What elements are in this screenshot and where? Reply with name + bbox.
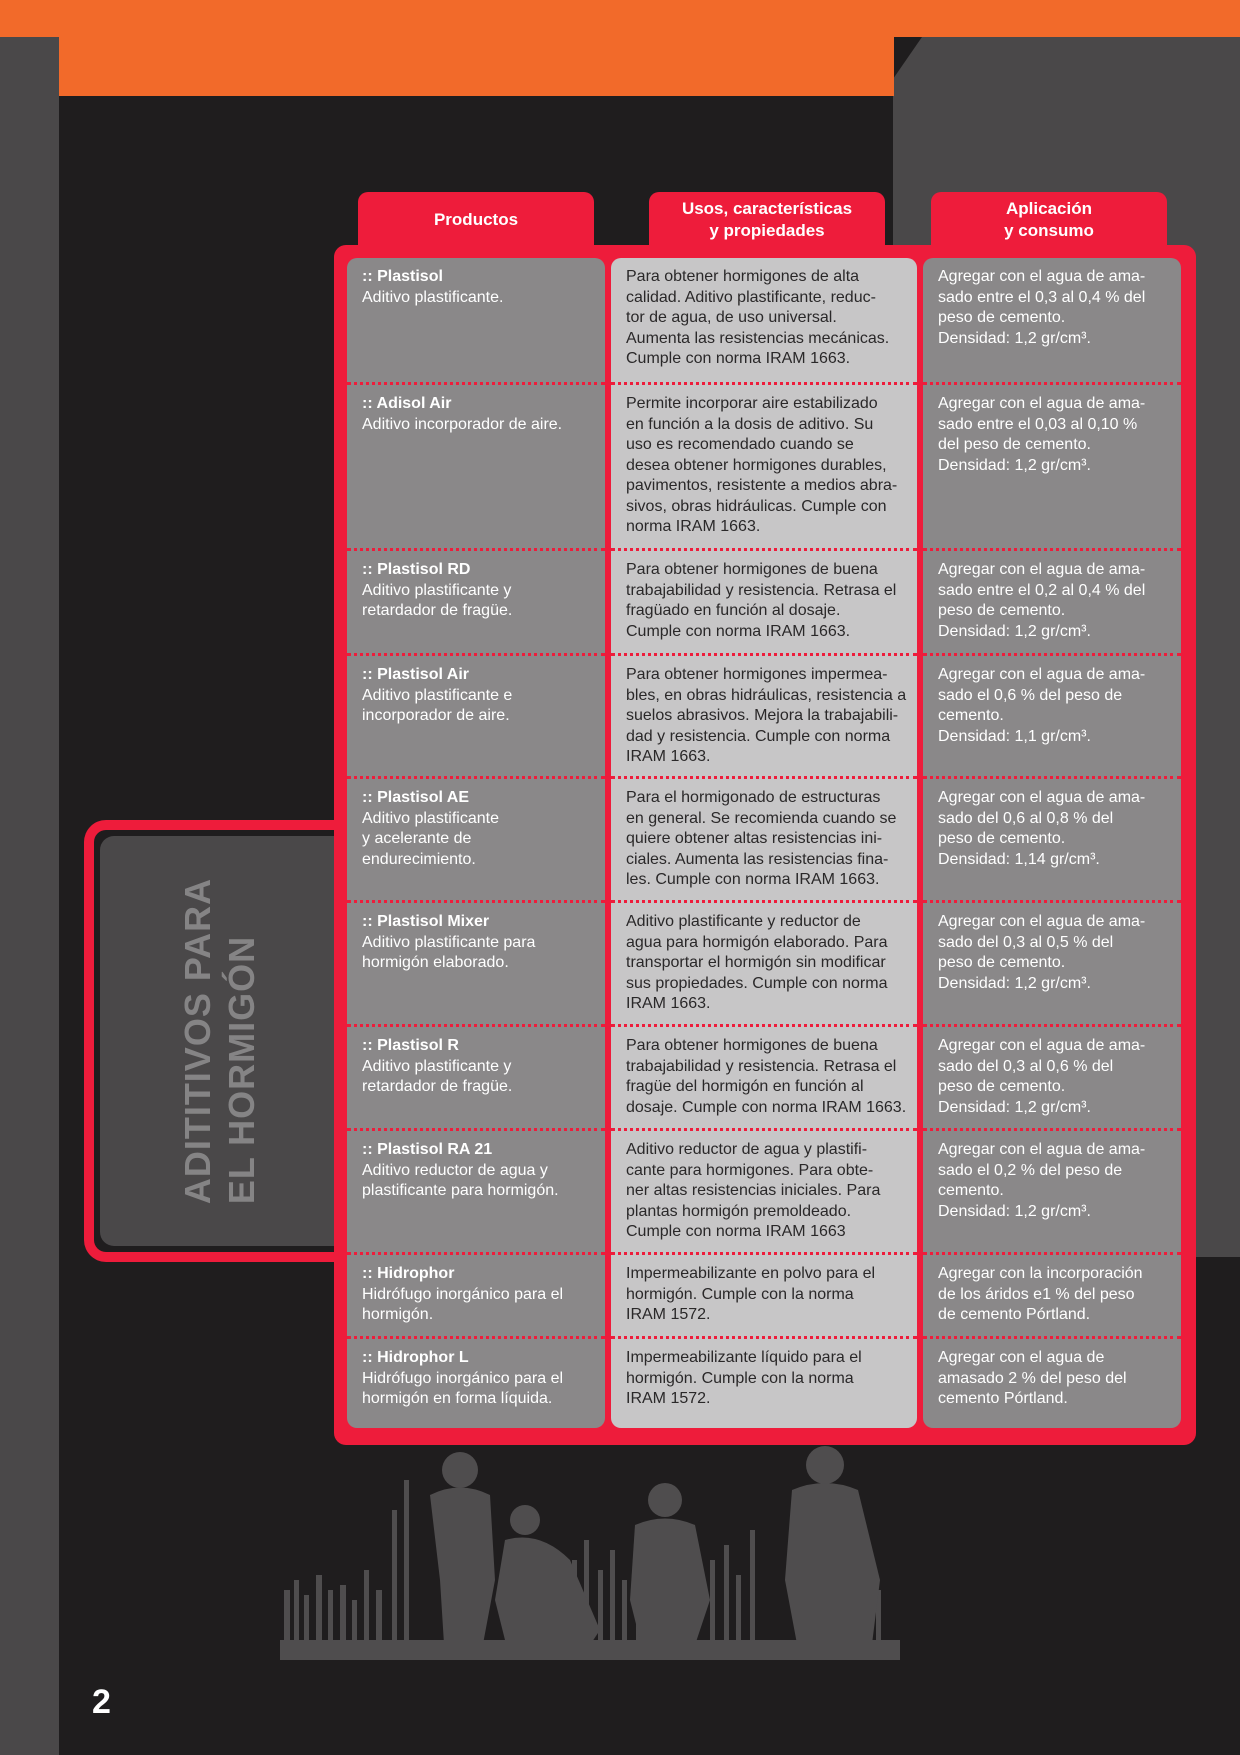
table-row — [611, 1128, 917, 1252]
uses-cell — [611, 903, 917, 1015]
application-line: cemento. — [938, 707, 1004, 724]
product-cell — [347, 779, 605, 870]
table-row — [611, 776, 917, 900]
uses-line: Impermeabilizante en polvo para el — [626, 1265, 876, 1282]
uses-line: Impermeabilizante líquido para el — [626, 1349, 862, 1366]
application-cell — [923, 385, 1181, 476]
product-desc-line: Aditivo plastificante y — [362, 1057, 512, 1075]
table-row — [347, 1024, 605, 1128]
application-cell — [923, 1131, 1181, 1222]
product-name: :: Plastisol Air — [362, 666, 469, 683]
uses-line: suelos abrasivos. Mejora la trabajabili- — [626, 707, 899, 724]
application-line: Agregar con el agua de ama- — [938, 561, 1146, 578]
table-row — [923, 653, 1181, 776]
application-line: sado del 0,6 al 0,8 % del — [938, 809, 1114, 827]
uses-cell — [611, 779, 917, 891]
uses-line: Para el hormigonado de estructuras — [626, 789, 881, 806]
uses-cell — [611, 1255, 917, 1326]
uses-cell — [611, 1131, 917, 1243]
table-row — [611, 1336, 917, 1428]
application-line: sado del 0,3 al 0,6 % del — [938, 1057, 1114, 1075]
product-name: :: Hidrophor L — [362, 1349, 469, 1366]
product-desc-line: hormigón. — [362, 1306, 434, 1323]
uses-line: transportar el hormigón sin modificar — [626, 954, 886, 971]
table-row — [923, 1252, 1181, 1336]
table-row — [611, 900, 917, 1024]
table-row — [923, 1128, 1181, 1252]
uses-line: Cumple con norma IRAM 1663 — [626, 1223, 846, 1240]
application-line: Densidad: 1,2 gr/cm³. — [938, 1202, 1091, 1220]
product-cell — [347, 551, 605, 622]
application-cell — [923, 551, 1181, 642]
product-desc-line: y acelerante de — [362, 830, 472, 847]
product-cell — [347, 1339, 605, 1410]
application-line: cemento Pórtland. — [938, 1390, 1068, 1407]
product-name: :: Plastisol RD — [362, 561, 471, 578]
application-line: cemento. — [938, 1182, 1004, 1199]
uses-line: bles, en obras hidráulicas, resistencia a — [626, 686, 907, 704]
left-strip — [0, 0, 59, 1755]
product-cell — [347, 656, 605, 727]
uses-line: ciales. Aumenta las resistencias fina- — [626, 850, 889, 868]
orange-header-panel — [59, 37, 894, 96]
application-line: de cemento Pórtland. — [938, 1306, 1091, 1323]
header-uses: Usos, características y propiedades — [649, 192, 885, 248]
product-desc-line: hormigón en forma líquida. — [362, 1390, 553, 1407]
application-line: sado el 0,6 % del peso de — [938, 686, 1123, 704]
product-desc-line: plastificante para hormigón. — [362, 1182, 559, 1199]
table-row — [611, 653, 917, 776]
uses-line: plantas hormigón premoldeado. — [626, 1202, 852, 1220]
application-cell — [923, 258, 1181, 349]
product-desc-line: Hidrófugo inorgánico para el — [362, 1369, 564, 1387]
uses-line: IRAM 1663. — [626, 995, 711, 1012]
table-row — [611, 1024, 917, 1128]
application-line: Agregar con el agua de ama- — [938, 268, 1146, 285]
uses-line: trabajabilidad y resistencia. Retrasa el — [626, 1057, 897, 1075]
workers-silhouette-icon — [280, 1440, 900, 1660]
application-line: Agregar con el agua de ama- — [938, 789, 1146, 806]
header-application: Aplicación y consumo — [931, 192, 1167, 248]
uses-line: hormigón. Cumple con la norma — [626, 1285, 854, 1303]
uses-line: Para obtener hormigones de buena — [626, 1037, 878, 1054]
application-line: Densidad: 1,2 gr/cm³. — [938, 622, 1091, 640]
product-cell — [347, 903, 605, 974]
application-line: Agregar con el agua de ama- — [938, 1141, 1146, 1158]
uses-line: les. Cumple con norma IRAM 1663. — [626, 871, 880, 888]
product-desc-line: Hidrófugo inorgánico para el — [362, 1285, 564, 1303]
product-desc-line: Aditivo plastificante para — [362, 933, 536, 951]
uses-line: desea obtener hormigones durables, — [626, 456, 887, 474]
application-line: peso de cemento. — [938, 1078, 1066, 1095]
table-row — [923, 258, 1181, 382]
side-title-panel — [100, 836, 340, 1246]
uses-line: Para obtener hormigones impermea- — [626, 666, 888, 683]
product-name: :: Hidrophor — [362, 1265, 455, 1282]
product-desc-line: Aditivo plastificante e — [362, 686, 513, 704]
uses-cell — [611, 1339, 917, 1410]
uses-line: dad y resistencia. Cumple con norma — [626, 727, 891, 745]
side-title-line1: ADITITIVOS PARA — [177, 877, 218, 1205]
uses-cell — [611, 656, 917, 768]
uses-line: IRAM 1572. — [626, 1306, 711, 1323]
uses-line: IRAM 1663. — [626, 748, 711, 765]
uses-line: fragüado en función al dosaje. — [626, 602, 841, 619]
side-title-line2: EL HORMIGÓN — [221, 935, 262, 1205]
uses-line: trabajabilidad y resistencia. Retrasa el — [626, 581, 897, 599]
application-cell — [923, 1027, 1181, 1118]
table-row — [347, 776, 605, 900]
application-line: Densidad: 1,2 gr/cm³. — [938, 974, 1091, 992]
application-cell — [923, 903, 1181, 994]
table-row — [347, 548, 605, 653]
application-line: Agregar con el agua de ama- — [938, 913, 1146, 930]
table-row — [347, 258, 605, 382]
uses-line: en general. Se recomienda cuando se — [626, 809, 897, 827]
uses-line: Cumple con norma IRAM 1663. — [626, 350, 851, 367]
application-line: peso de cemento. — [938, 602, 1066, 619]
page-number: 2 — [92, 1683, 111, 1721]
uses-line: dosaje. Cumple con norma IRAM 1663. — [626, 1098, 907, 1116]
uses-line: hormigón. Cumple con la norma — [626, 1369, 854, 1387]
uses-line: Permite incorporar aire estabilizado — [626, 395, 878, 412]
application-line: del peso de cemento. — [938, 436, 1091, 453]
uses-line: Cumple con norma IRAM 1663. — [626, 622, 851, 640]
product-desc-line: retardador de fragüe. — [362, 602, 513, 619]
uses-line: ner altas resistencias iniciales. Para — [626, 1182, 881, 1199]
application-cell — [923, 656, 1181, 747]
table-row — [611, 382, 917, 548]
uses-line: Aditivo reductor de agua y plastifi- — [626, 1141, 868, 1158]
table-row — [923, 900, 1181, 1024]
product-cell — [347, 258, 605, 308]
product-desc-line: Aditivo plastificante. — [362, 288, 504, 306]
application-cell — [923, 779, 1181, 870]
table-row — [347, 900, 605, 1024]
uses-cell — [611, 1027, 917, 1118]
application-line: amasado 2 % del peso del — [938, 1369, 1127, 1387]
application-line: Agregar con el agua de ama- — [938, 666, 1146, 683]
uses-line: quiere obtener altas resistencias ini- — [626, 830, 883, 847]
uses-line: fragüe del hormigón en función al — [626, 1078, 864, 1095]
table-row — [923, 776, 1181, 900]
product-name: :: Plastisol AE — [362, 789, 469, 806]
uses-line: Para obtener hormigones de alta — [626, 268, 860, 285]
uses-line: calidad. Aditivo plastificante, reduc- — [626, 288, 876, 306]
application-line: Agregar con el agua de — [938, 1349, 1105, 1366]
table-row — [611, 548, 917, 653]
uses-line: agua para hormigón elaborado. Para — [626, 933, 888, 951]
application-line: Agregar con la incorporación — [938, 1265, 1143, 1282]
uses-line: sivos, obras hidráulicas. Cumple con — [626, 497, 887, 515]
side-title — [100, 836, 340, 1246]
header-products: Productos — [358, 192, 594, 248]
application-column — [923, 258, 1181, 1428]
table-row — [923, 382, 1181, 548]
application-line: Densidad: 1,2 gr/cm³. — [938, 1098, 1091, 1116]
product-desc-line: endurecimiento. — [362, 850, 476, 868]
product-desc-line: Aditivo incorporador de aire. — [362, 415, 563, 433]
application-line: peso de cemento. — [938, 309, 1066, 326]
uses-line: sus propiedades. Cumple con norma — [626, 974, 888, 992]
table-row — [923, 1024, 1181, 1128]
product-cell — [347, 1027, 605, 1098]
product-name: :: Plastisol R — [362, 1037, 459, 1054]
product-cell — [347, 385, 605, 435]
application-cell — [923, 1255, 1181, 1326]
table-row — [611, 1252, 917, 1336]
product-desc-line: Aditivo plastificante — [362, 809, 499, 827]
table-row — [347, 1336, 605, 1428]
application-line: peso de cemento. — [938, 954, 1066, 971]
product-desc-line: retardador de fragüe. — [362, 1078, 513, 1095]
uses-cell — [611, 385, 917, 538]
uses-line: uso es recomendado cuando se — [626, 436, 854, 453]
product-desc-line: Aditivo plastificante y — [362, 581, 512, 599]
uses-line: norma IRAM 1663. — [626, 518, 761, 535]
product-desc-line: Aditivo reductor de agua y — [362, 1161, 548, 1179]
product-name: :: Plastisol RA 21 — [362, 1141, 493, 1158]
uses-line: cante para hormigones. Para obte- — [626, 1161, 874, 1179]
application-cell — [923, 1339, 1181, 1410]
product-desc-line: hormigón elaborado. — [362, 954, 509, 971]
product-cell — [347, 1131, 605, 1202]
product-cell — [347, 1255, 605, 1326]
uses-line: IRAM 1572. — [626, 1390, 711, 1407]
products-column — [347, 258, 605, 1428]
uses-cell — [611, 551, 917, 642]
top-orange-bar — [0, 0, 1240, 37]
product-name: :: Adisol Air — [362, 395, 452, 412]
uses-line: en función a la dosis de aditivo. Su — [626, 415, 874, 433]
application-line: Agregar con el agua de ama- — [938, 395, 1146, 412]
table-row — [347, 1128, 605, 1252]
application-line: Densidad: 1,2 gr/cm³. — [938, 456, 1091, 474]
uses-line: Aditivo plastificante y reductor de — [626, 913, 861, 930]
uses-line: pavimentos, resistente a medios abra- — [626, 477, 898, 494]
uses-column — [611, 258, 917, 1428]
application-line: sado entre el 0,2 al 0,4 % del — [938, 581, 1146, 599]
application-line: de los áridos e1 % del peso — [938, 1285, 1135, 1303]
uses-cell — [611, 258, 917, 370]
uses-line: Aumenta las resistencias mecánicas. — [626, 329, 890, 347]
application-line: Agregar con el agua de ama- — [938, 1037, 1146, 1054]
table-row — [923, 1336, 1181, 1428]
table-row — [923, 548, 1181, 653]
application-line: sado entre el 0,03 al 0,10 % — [938, 415, 1138, 433]
uses-line: Para obtener hormigones de buena — [626, 561, 878, 578]
product-name: :: Plastisol Mixer — [362, 913, 490, 930]
product-name: :: Plastisol — [362, 268, 443, 285]
application-line: Densidad: 1,1 gr/cm³. — [938, 727, 1091, 745]
table-row — [347, 1252, 605, 1336]
uses-line: tor de agua, de uso universal. — [626, 309, 837, 326]
application-line: peso de cemento. — [938, 830, 1066, 847]
table-row — [347, 382, 605, 548]
product-desc-line: incorporador de aire. — [362, 707, 510, 724]
application-line: Densidad: 1,14 gr/cm³. — [938, 850, 1100, 868]
application-line: sado entre el 0,3 al 0,4 % del — [938, 288, 1146, 306]
application-line: sado el 0,2 % del peso de — [938, 1161, 1123, 1179]
application-line: Densidad: 1,2 gr/cm³. — [938, 329, 1091, 347]
table-row — [347, 653, 605, 776]
table-row — [611, 258, 917, 382]
application-line: sado del 0,3 al 0,5 % del — [938, 933, 1114, 951]
